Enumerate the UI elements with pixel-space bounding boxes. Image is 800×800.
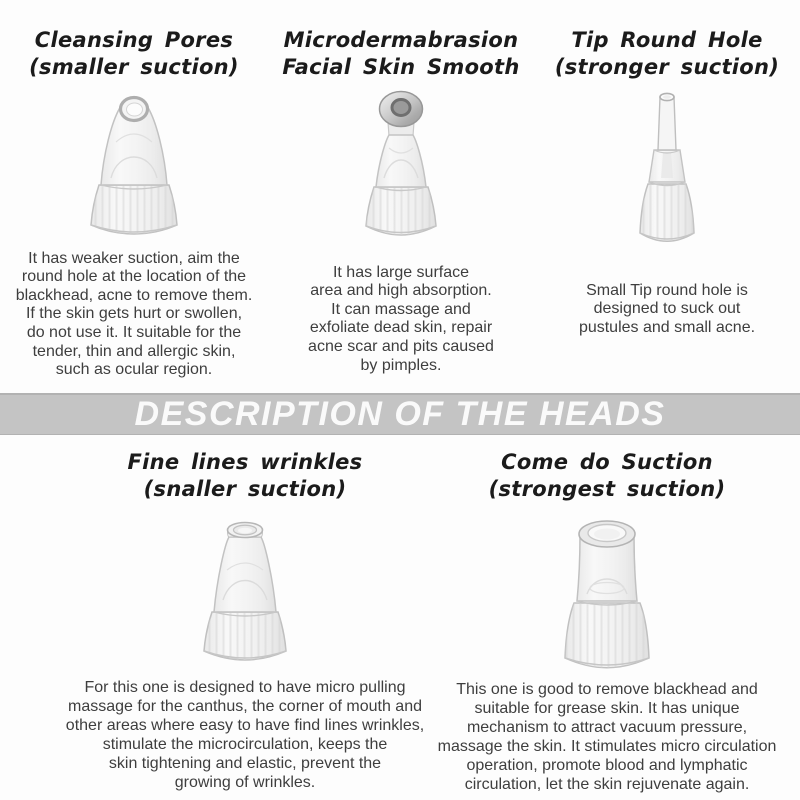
head-title-tip-round-hole <box>555 27 779 82</box>
head-description: This one is good to remove blackhead and suitable for grease skin. It has unique mechanism to attract vacuum pressure, massage the skin. It stimulates micro circulation operation, promote blood and lymphatic circulation, let the skin rejuvenate again. <box>437 680 777 793</box>
section-banner <box>0 393 800 435</box>
head-title-line: (stronger suction) <box>554 55 780 80</box>
head-description: Small Tip round hole is designed to suck out pustules and small acne. <box>578 281 756 336</box>
bottom-row <box>0 437 800 800</box>
head-title-microdermabrasion <box>282 27 519 82</box>
head-description: It has weaker suction, aim the round hole at the location of the blackhead, acne to remove them. If the skin gets hurt or swollen, do not use it. It suitable for the tender, thin and allergic skin, such as ocular region. <box>15 249 253 379</box>
cone-head-wide-opening-icon <box>549 512 665 676</box>
head-card-tip-round-hole <box>534 0 800 393</box>
cone-head-small-cup-icon <box>185 512 305 668</box>
head-title-line: Fine lines wrinkles <box>127 450 363 474</box>
cone-head-metal-tip-icon <box>349 88 453 240</box>
cone-head-narrow-tube-icon <box>619 88 715 252</box>
head-title-line: Facial Skin Smooth <box>282 55 520 80</box>
head-title-line: Tip Round Hole <box>571 28 763 52</box>
top-row <box>0 0 800 393</box>
head-description: It has large surface area and high absorption. It can massage and exfoliate dead skin, repair acne scar and pits caused by pimples. <box>308 263 494 374</box>
head-title-cleansing-pores <box>29 27 239 82</box>
cone-head-small-hole-icon <box>78 88 190 238</box>
banner-title: DESCRIPTION OF THE HEADS <box>134 395 666 433</box>
head-title-comedo-suction <box>489 449 726 504</box>
head-description: For this one is designed to have micro pulling massage for the canthus, the corner of mouth and other areas where easy to have find lines wrinkles, stimulate the microcirculation, keeps the skin tightening and elastic, prevent the growing of wrinkles. <box>65 678 425 791</box>
head-title-line: (snaller suction) <box>143 477 347 502</box>
head-card-fine-lines-wrinkles <box>0 437 450 800</box>
head-title-fine-lines-wrinkles <box>128 449 363 504</box>
head-title-line: (strongest suction) <box>488 477 726 502</box>
head-card-cleansing-pores <box>0 0 268 393</box>
head-title-line: (smaller suction) <box>29 55 239 80</box>
head-title-line: Microdermabrasion <box>283 28 519 52</box>
head-title-line: Cleansing Pores <box>34 28 234 52</box>
head-card-microdermabrasion <box>268 0 534 393</box>
head-card-comedo-suction <box>437 437 800 800</box>
head-title-line: Come do Suction <box>501 450 713 474</box>
